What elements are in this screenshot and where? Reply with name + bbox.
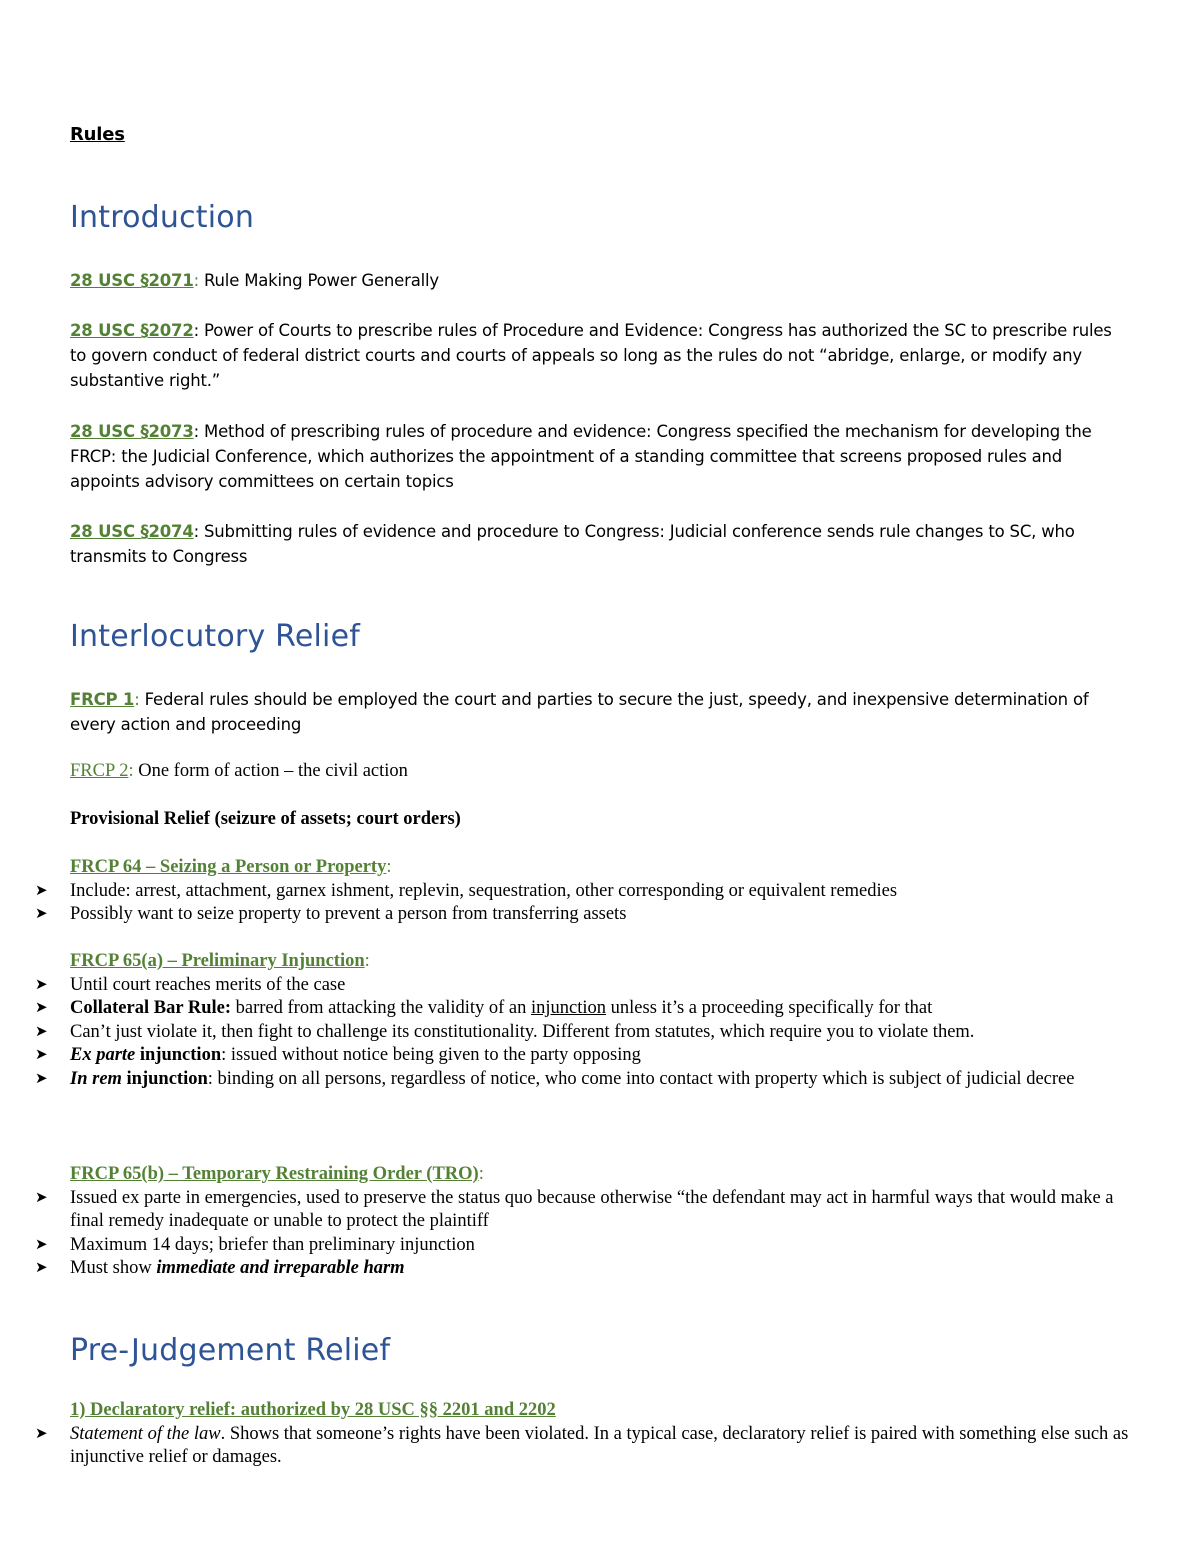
cite-link[interactable]: 28 USC §2072 — [70, 321, 194, 340]
injunction-link[interactable]: injunction — [531, 998, 607, 1018]
frcp65b-block: FRCP 65(b) – Temporary Restraining Order (TRO): ➤ Issued ex parte in emergencies, used to preserve the status quo because otherwise “the defendant may act in harmful ways that would make a final remedy inadequate or unable to protect the plaintiff ➤ Maximum 14 days; briefer than preliminary injunction ➤ Must show immediate and irreparable harm — [70, 1163, 1130, 1281]
cite-link[interactable]: 28 USC §2071 — [70, 271, 194, 290]
arrow-bullet-icon: ➤ — [35, 976, 48, 993]
cite-link[interactable]: FRCP 1 — [70, 690, 135, 709]
arrow-bullet-icon: ➤ — [35, 906, 48, 922]
list-item: ➤ Issued ex parte in emergencies, used to preserve the status quo because otherwise “the defendant may act in harmful ways that would make a final remedy inadequate or unable to protect the plaintiff — [35, 1187, 1114, 1231]
arrow-bullet-icon: ➤ — [35, 1047, 48, 1063]
list-item: ➤ Can’t just violate it, then fight to challenge its constitutionality. Different from statutes, which require you to violate them. — [0, 1021, 1130, 1045]
arrow-bullet-icon: ➤ — [35, 1189, 48, 1206]
list-item: ➤ Include: arrest, attachment, garnex ishment, replevin, sequestration, other corresponding or equivalent remedies — [0, 880, 1130, 904]
cite-link[interactable]: FRCP 65(b) – Temporary Restraining Order (TRO) — [70, 1164, 479, 1184]
list-item: ➤ Until court reaches merits of the case — [0, 974, 1130, 998]
list-item: ➤ Collateral Bar Rule: barred from attacking the validity of an injunction unless it’s a proceeding specifically for that — [0, 997, 1130, 1021]
arrow-bullet-icon: ➤ — [35, 1070, 48, 1087]
frcp1-entry: FRCP 1: Federal rules should be employed the court and parties to secure the just, speedy, and inexpensive determination of every action and proceeding — [70, 690, 1089, 734]
cite-link[interactable]: 1) Declaratory relief: authorized by 28 USC §§ 2201 and 2202 — [70, 1400, 556, 1420]
heading-pre-judgement-relief: Pre-Judgement Relief — [70, 1333, 391, 1368]
provisional-relief-heading: Provisional Relief (seizure of assets; court orders) — [70, 809, 461, 829]
heading-introduction: Introduction — [70, 200, 255, 235]
intro-entry-2074: 28 USC §2074: Submitting rules of evidence and procedure to Congress: Judicial conference sends rule changes to SC, who transmits to Congress — [70, 522, 1075, 566]
intro-entry-2073: 28 USC §2073: Method of prescribing rules of procedure and evidence: Congress specified the mechanism for developing the FRCP: the Judicial Conference, which authorizes the appointment of a standing committee that screens proposed rules and appoints advisory committees on certain topics — [70, 422, 1092, 491]
frcp65a-block: FRCP 65(a) – Preliminary Injunction: ➤ Until court reaches merits of the case ➤ Collateral Bar Rule: barred from attacking the validity of an injunction unless it’s a proceeding specifically for that ➤ Can’t just violate it, then fight to challenge its constitutionality. Different from statutes, which require you to violate them. ➤ Ex parte injunction: issued without notice being given to the party opposing ➤ In rem injunction: binding on all persons, regardless of notice, who come into contact with property which is subject of judicial decree — [70, 950, 1130, 1091]
list-item: ➤ Must show immediate and irreparable harm — [0, 1257, 1130, 1281]
arrow-bullet-icon: ➤ — [35, 1260, 48, 1276]
list-item: ➤ Statement of the law. Shows that someone’s rights have been violated. In a typical case, declaratory relief is paired with something else such as injunctive relief or damages. — [35, 1423, 1129, 1467]
intro-entry-2072: 28 USC §2072: Power of Courts to prescribe rules of Procedure and Evidence: Congress has authorized the SC to prescribe rules to govern conduct of federal district courts and courts of appeals so long as the rules do not “abridge, enlarge, or modify any substantive right.” — [70, 321, 1112, 390]
cite-link[interactable]: 28 USC §2074 — [70, 522, 194, 541]
declaratory-relief-block — [35, 1399, 1130, 1470]
cite-link[interactable]: FRCP 64 – Seizing a Person or Property — [70, 857, 387, 877]
arrow-bullet-icon: ➤ — [35, 1236, 48, 1253]
cite-link[interactable]: FRCP 65(a) – Preliminary Injunction — [70, 951, 365, 971]
heading-interlocutory-relief: Interlocutory Relief — [70, 619, 360, 654]
arrow-bullet-icon: ➤ — [35, 1000, 48, 1016]
document-title: Rules — [70, 124, 125, 145]
cite-link[interactable]: 28 USC §2073 — [70, 422, 194, 441]
cite-link[interactable]: FRCP 2 — [70, 761, 129, 781]
frcp2-entry: FRCP 2: One form of action – the civil action — [70, 761, 408, 781]
arrow-bullet-icon: ➤ — [35, 1023, 48, 1040]
arrow-bullet-icon: ➤ — [35, 1425, 48, 1442]
frcp64-block: FRCP 64 – Seizing a Person or Property: ➤ Include: arrest, attachment, garnex ishment, replevin, sequestration, other corresponding or equivalent remedies ➤ Possibly want to seize property to prevent a person from transferring assets — [70, 856, 1130, 927]
intro-entry-2071: 28 USC §2071: Rule Making Power Generally — [70, 271, 439, 290]
list-item: ➤ Maximum 14 days; briefer than preliminary injunction — [0, 1234, 1130, 1258]
list-item: ➤ In rem injunction: binding on all persons, regardless of notice, who come into contact with property which is subject of judicial decree — [0, 1068, 1130, 1092]
arrow-bullet-icon: ➤ — [35, 882, 48, 899]
list-item: ➤ Possibly want to seize property to prevent a person from transferring assets — [0, 903, 1130, 927]
list-item: ➤ Ex parte injunction: issued without notice being given to the party opposing — [0, 1044, 1130, 1068]
